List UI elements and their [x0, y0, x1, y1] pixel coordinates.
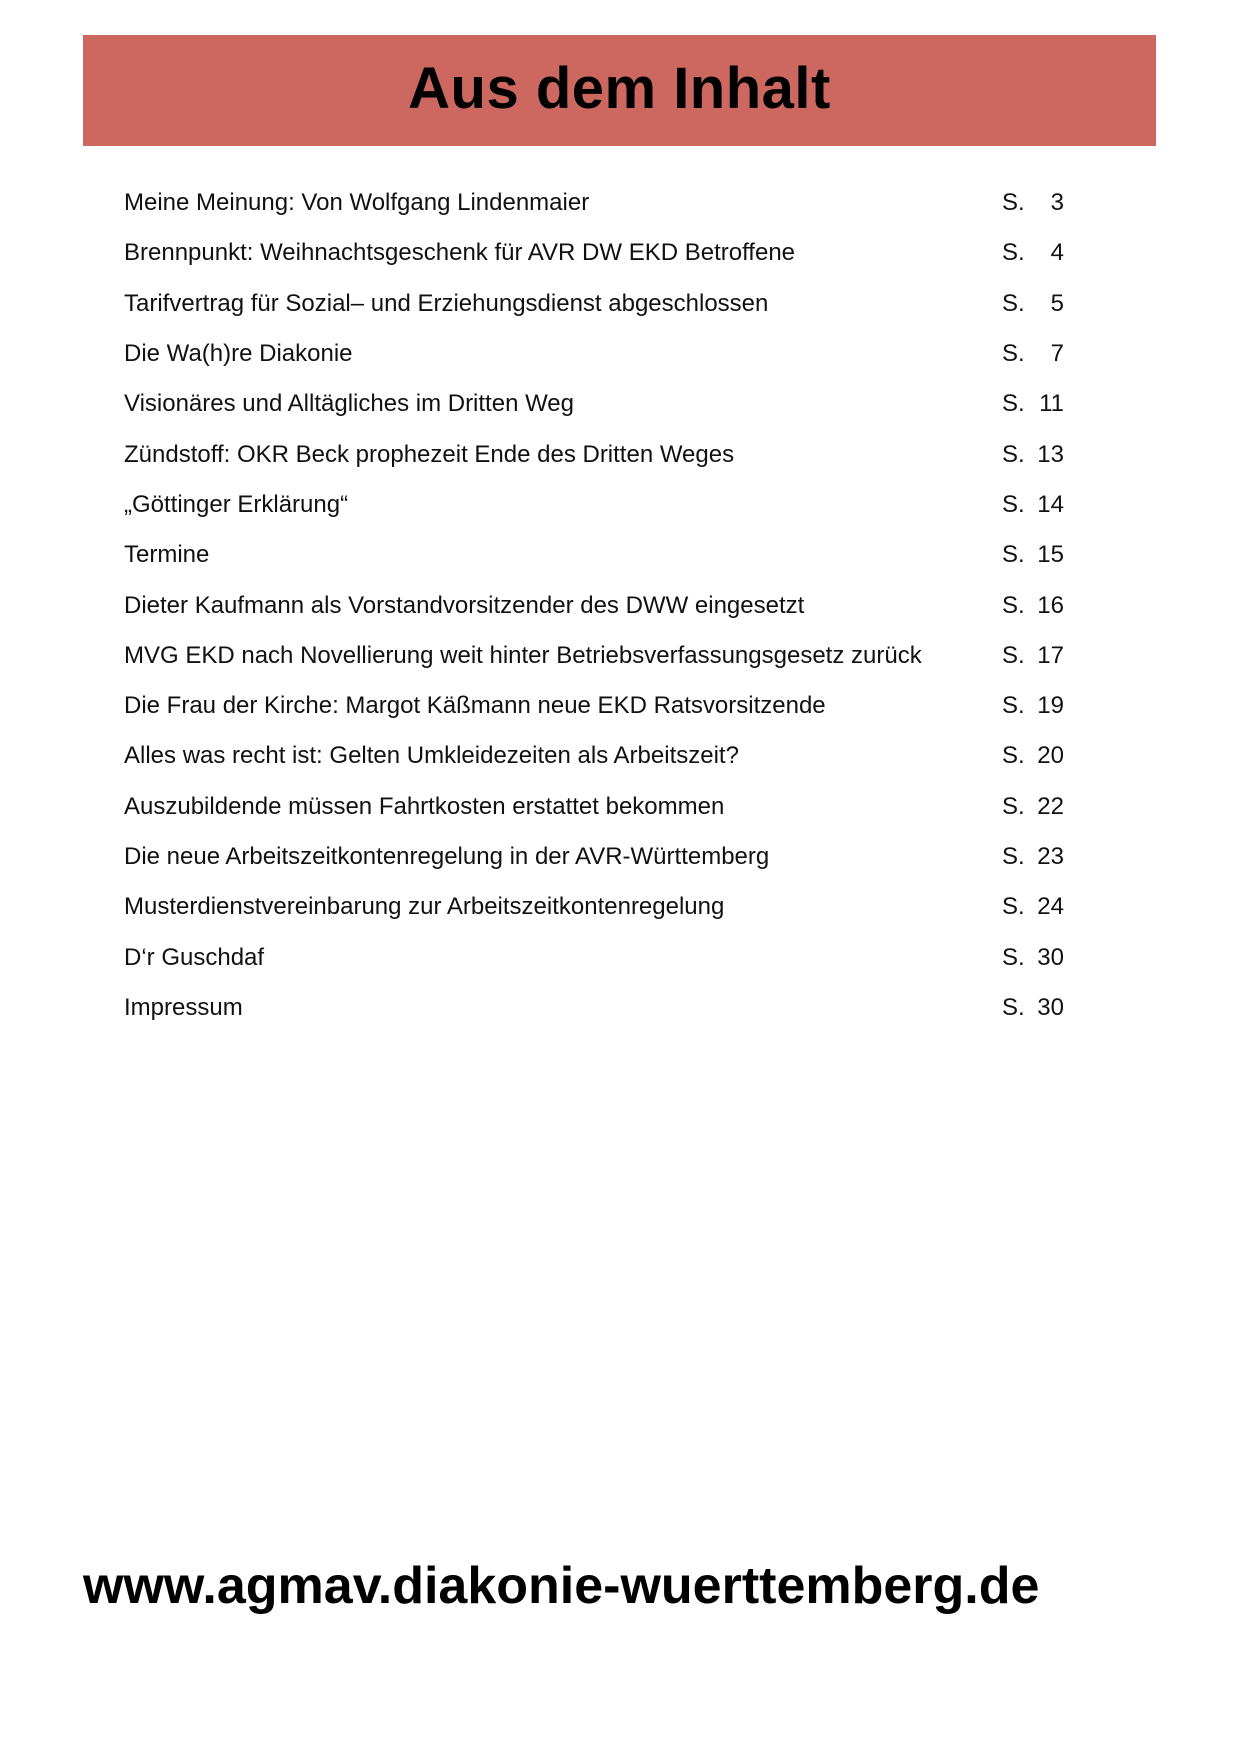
toc-entry-page	[1002, 543, 1064, 567]
toc-entry-title: Tarifvertrag für Sozial– und Erziehungsdienst abgeschlossen	[124, 289, 769, 317]
page-number: 7	[1050, 340, 1064, 368]
toc-entry-title: Meine Meinung: Von Wolfgang Lindenmaier	[124, 189, 590, 217]
page-prefix: S.	[1002, 742, 1025, 770]
page-number: 16	[1037, 591, 1064, 619]
toc-entry-page	[1002, 641, 1064, 669]
page-number: 19	[1037, 692, 1064, 720]
page-prefix: S.	[1002, 993, 1025, 1021]
toc-entry-title: D‘r Guschdaf	[124, 943, 265, 971]
website-url: www.agmav.diakonie-wuerttemberg.de	[83, 1557, 1040, 1615]
page-number: 3	[1050, 189, 1064, 217]
toc-entry	[124, 480, 1064, 530]
toc-entry-title: Musterdienstvereinbarung zur Arbeitszeitkontenregelung	[124, 893, 725, 921]
page-prefix: S.	[1002, 893, 1025, 921]
page-prefix: S.	[1002, 943, 1025, 971]
page-prefix: S.	[1002, 692, 1025, 720]
toc-entry-title: Auszubildende müssen Fahrtkosten erstattet bekommen	[124, 792, 725, 820]
page-prefix: S.	[1002, 792, 1025, 820]
toc-entry-page	[1002, 191, 1064, 215]
toc-entry	[124, 681, 1064, 731]
page-prefix: S.	[1002, 239, 1025, 267]
page-prefix: S.	[1002, 541, 1025, 569]
toc-entry-title: Impressum	[124, 993, 243, 1021]
toc-entry-title: Alles was recht ist: Gelten Umkleidezeiten als Arbeitszeit?	[124, 742, 739, 770]
toc-entry-page	[1002, 694, 1064, 718]
toc-entry-title: „Göttinger Erklärung“	[124, 490, 349, 518]
toc-entry	[124, 429, 1064, 479]
page-prefix: S.	[1002, 289, 1025, 317]
toc-entry-page	[1002, 440, 1064, 468]
toc-entry-page	[1002, 792, 1064, 820]
toc-entry-page	[1002, 744, 1064, 768]
toc-entry-title: Zündstoff: OKR Beck prophezeit Ende des Dritten Weges	[124, 440, 735, 468]
page-number: 17	[1037, 641, 1064, 669]
toc-entry-page	[1002, 845, 1064, 869]
page-number: 5	[1050, 289, 1064, 317]
page-number: 4	[1050, 239, 1064, 267]
page-number: 24	[1037, 893, 1064, 921]
toc-entry-title: Visionäres und Alltägliches im Dritten Weg	[124, 390, 574, 418]
page-prefix: S.	[1002, 591, 1025, 619]
table-of-contents	[124, 178, 1064, 1033]
page-number: 22	[1037, 792, 1064, 820]
toc-entry-title: MVG EKD nach Novellierung weit hinter Betriebsverfassungsgesetz zurück	[124, 641, 922, 669]
toc-entry	[124, 882, 1064, 932]
page-number: 30	[1037, 943, 1064, 971]
page-number: 13	[1037, 440, 1064, 468]
toc-entry	[124, 329, 1064, 379]
toc-entry-page	[1002, 591, 1064, 619]
toc-entry	[124, 731, 1064, 781]
page-number: 20	[1037, 742, 1064, 770]
page-number: 14	[1037, 490, 1064, 518]
page-number: 11	[1039, 390, 1064, 418]
toc-entry	[124, 782, 1064, 832]
toc-entry-page	[1002, 241, 1064, 265]
toc-entry-title: Die Wa(h)re Diakonie	[124, 340, 353, 368]
toc-entry	[124, 932, 1064, 982]
toc-entry	[124, 228, 1064, 278]
toc-entry	[124, 279, 1064, 329]
toc-entry-page	[1002, 289, 1064, 317]
toc-entry-page	[1002, 342, 1064, 366]
page-prefix: S.	[1002, 641, 1025, 669]
toc-entry	[124, 832, 1064, 882]
page-prefix: S.	[1002, 843, 1025, 870]
toc-entry-page	[1002, 392, 1064, 416]
toc-entry	[124, 580, 1064, 630]
page-number: 15	[1037, 541, 1064, 569]
page-prefix: S.	[1002, 440, 1025, 468]
toc-entry-title: Termine	[124, 541, 210, 569]
toc-entry-page	[1002, 993, 1064, 1021]
page-number: 23	[1037, 843, 1064, 870]
toc-entry	[124, 178, 1064, 228]
page-prefix: S.	[1002, 189, 1025, 217]
page-title: Aus dem Inhalt	[408, 55, 831, 121]
toc-entry-title: Die neue Arbeitszeitkontenregelung in der AVR-Württemberg	[124, 843, 770, 870]
toc-entry	[124, 530, 1064, 580]
toc-entry-page	[1002, 490, 1064, 518]
toc-entry-page	[1002, 943, 1064, 971]
page-number: 30	[1037, 993, 1064, 1021]
toc-entry	[124, 983, 1064, 1033]
page-prefix: S.	[1002, 490, 1025, 518]
header-band	[83, 35, 1156, 146]
toc-entry-page	[1002, 895, 1064, 919]
toc-entry-title: Brennpunkt: Weihnachtsgeschenk für AVR DW EKD Betroffene	[124, 239, 796, 267]
page-prefix: S.	[1002, 340, 1025, 368]
toc-entry	[124, 631, 1064, 681]
page-prefix: S.	[1002, 390, 1025, 418]
toc-entry	[124, 379, 1064, 429]
toc-entry-title: Dieter Kaufmann als Vorstandvorsitzender des DWW eingesetzt	[124, 591, 805, 619]
toc-entry-title: Die Frau der Kirche: Margot Käßmann neue EKD Ratsvorsitzende	[124, 692, 826, 720]
